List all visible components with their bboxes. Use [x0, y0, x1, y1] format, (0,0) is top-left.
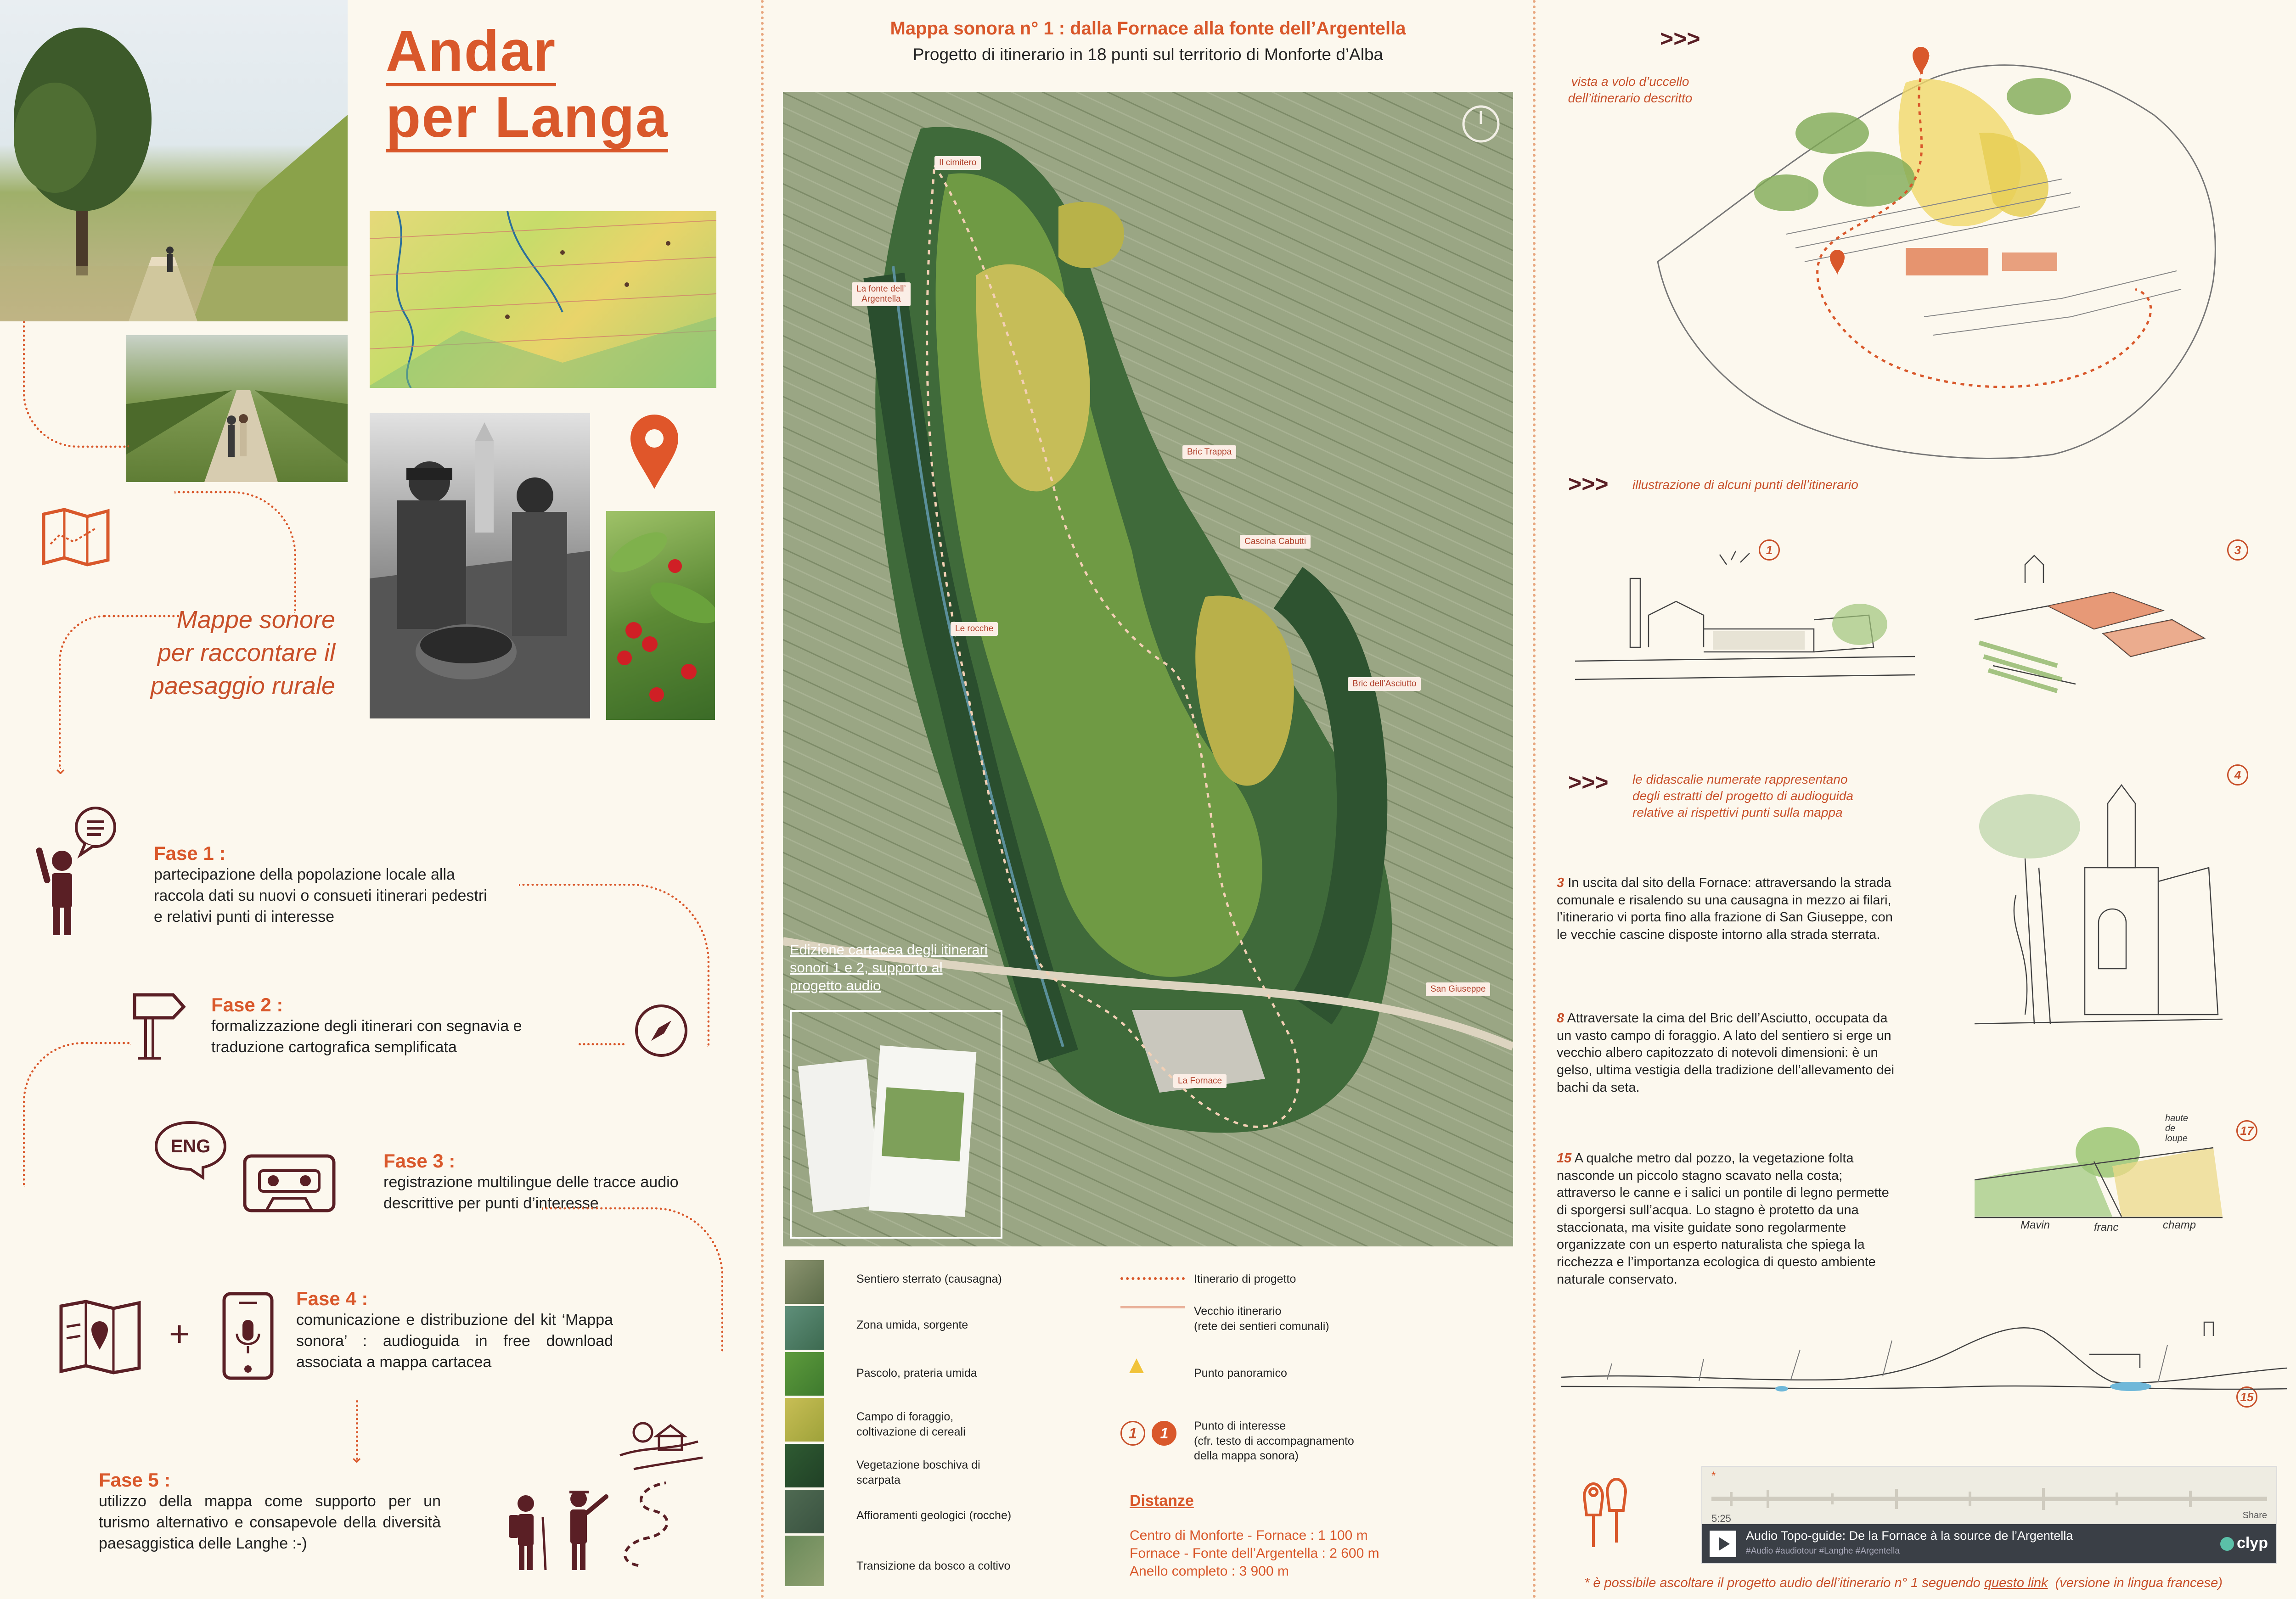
paragraph-number: 3 [1557, 875, 1564, 890]
sketch-number-15: 15 [2236, 1386, 2257, 1408]
legend-swatch-transizione [785, 1536, 824, 1586]
phase-2-title: Fase 2 : [211, 994, 283, 1016]
audio-link[interactable]: questo link [1984, 1576, 2048, 1590]
phase-4 [296, 1288, 613, 1373]
map-label-le-rocche[interactable]: Le rocche [951, 622, 998, 636]
phase-5-text: utilizzo della mappa come supporto per un turismo alternativo e consapevole della diversità paesaggistica delle Langhe :-) [99, 1492, 441, 1552]
booklet-page [798, 1059, 882, 1212]
phase-2-text: formalizzazione degli itinerari con segnavia e traduzione cartografica semplificata [211, 1017, 522, 1056]
plus-sign: + [169, 1313, 190, 1354]
topographic-map [370, 211, 716, 388]
sketch-number-4: 4 [2227, 764, 2248, 785]
legend-swatch-pascolo [785, 1352, 824, 1396]
phase-3 [383, 1150, 691, 1214]
speaking-person-icon [34, 803, 117, 937]
legend-line-old [1120, 1306, 1185, 1308]
clyp-logo: clyp [2220, 1534, 2268, 1552]
folded-map-icon [41, 507, 110, 567]
audio-phone-icon [220, 1290, 276, 1382]
eng-label: ENG [170, 1136, 211, 1156]
paragraph-number: 15 [1557, 1151, 1572, 1166]
legend-line-project [1120, 1277, 1185, 1280]
photo-cherries [606, 511, 715, 720]
player-time: 5:25 [1711, 1513, 1731, 1524]
phase-4-title: Fase 4 : [296, 1288, 368, 1309]
dotted-connector [23, 321, 129, 448]
photo-vineyard-walk [126, 335, 348, 482]
dotted-connector [23, 1042, 131, 1187]
dotted-connector [174, 491, 296, 613]
poi-icons [1120, 1421, 1176, 1446]
map-label-cimitero[interactable]: Il cimitero [934, 156, 981, 170]
legend-swatch-boschiva [785, 1444, 824, 1487]
map-label-cascina-cabutti[interactable]: Cascina Cabutti [1240, 535, 1311, 549]
sketch-number-1: 1 [1759, 539, 1780, 561]
paragraph-number: 8 [1557, 1011, 1564, 1026]
paragraph-text: A qualche metro dal pozzo, la vegetazione folta nasconde un piccolo stagno scavato nella costa; attraverso le canne e i salici un pontile di legno permette di sporgersi sull’acqua. Lo stagno è protetto da una staccionata, ma visite guidate sono regolarmente organizzate con un esperto naturalista che spiega la ricchezza e l’importanza ecologica di questo ambiente naturale conservato. [1557, 1151, 1889, 1287]
phase-1 [154, 842, 496, 928]
phase-1-text: partecipazione della popolazione locale alla raccola dati su nuovi o consueti itinerari pedestri e relativi punti di interesse [154, 866, 487, 926]
map-label-san-giuseppe[interactable]: San Giuseppe [1426, 982, 1490, 996]
legend-text: Vecchio itinerario (rete dei sentieri comunali) [1194, 1305, 1329, 1333]
legend-swatch-rocche [785, 1490, 824, 1533]
legend-swatch-foraggio [785, 1398, 824, 1442]
caption-paragraph-15 [1557, 1150, 1896, 1289]
caption-paragraph-3 [1557, 875, 1896, 944]
phase-3-title: Fase 3 : [383, 1150, 456, 1172]
map-subtitle: Progetto di itinerario in 18 punti sul territorio di Monforte d’Alba [912, 45, 1384, 64]
phase-5 [99, 1469, 441, 1554]
panorama-point-icon [1127, 1357, 1146, 1375]
birds-eye-sketch [1649, 41, 2232, 461]
audio-player[interactable] [1701, 1466, 2277, 1564]
map-label-argentella[interactable]: La fonte dell’ Argentella [852, 282, 911, 306]
clyp-logo-icon [2220, 1537, 2234, 1551]
distances-title: Distanze [1130, 1492, 1194, 1509]
sketch-word: haute de loupe [2165, 1113, 2189, 1144]
waveform[interactable] [1711, 1485, 2267, 1513]
dotted-connector [579, 1043, 625, 1045]
player-star: * [1711, 1470, 1716, 1482]
location-pin-icon [627, 413, 682, 491]
sketch-san-giuseppe-chapel [1970, 776, 2227, 1033]
sketch-pond-section [1561, 1295, 2287, 1442]
edition-photo-frame [790, 1010, 1002, 1239]
paragraph-text: In uscita dal sito della Fornace: attraversando la strada comunale e risalendo su una causagna in mezzo ai filari, l’itinerario vi porta fino alla frazione di San Giuseppe, con le vecchie cascine disposte intorno alla strada sterrata. [1557, 875, 1893, 943]
legend-text: Campo di foraggio, coltivazione di cereali [856, 1410, 966, 1438]
legend-text: Transizione da bosco a coltivo [856, 1560, 1011, 1572]
player-bar [1702, 1524, 2276, 1563]
phase-5-title: Fase 5 : [99, 1469, 171, 1491]
track-title[interactable]: Audio Topo-guide: De la Fornace à la source de l’Argentella [1746, 1529, 2073, 1543]
legend-text: Pascolo, prateria umida [856, 1367, 977, 1380]
phase-2 [211, 994, 579, 1058]
distance-item: Anello completo : 3 900 m [1130, 1564, 1289, 1579]
phase-4-text: comunicazione e distribuzione del kit ‘Mappa sonora’ : audioguida in free download associata a mappa cartacea [296, 1311, 613, 1371]
tagline: Mappe sonore per raccontare il paesaggio rurale [150, 606, 335, 700]
footnote: * è possibile ascoltare il progetto audio dell’itinerario n° 1 seguendo questo link (versione in lingua francese) [1584, 1576, 2223, 1590]
legend-text: Punto panoramico [1194, 1367, 1287, 1380]
play-button[interactable] [1710, 1531, 1736, 1557]
map-label-bric-asciutto[interactable]: Bric dell’Asciutto [1348, 677, 1421, 691]
share-button[interactable]: Share [2242, 1510, 2267, 1520]
aerial-map[interactable] [783, 92, 1513, 1246]
captions-note: le didascalie numerate rappresentano degli estratti del progetto di audioguida relative ai rispettivi punti sulla mappa [1632, 772, 1854, 819]
dotted-connector [59, 615, 180, 769]
phase-3-text: registrazione multilingue delle tracce audio descrittive per punti d’interesse [383, 1173, 679, 1212]
map-label-bric-trappa[interactable]: Bric Trappa [1182, 445, 1236, 459]
distance-item: Fornace - Fonte dell’Argentella : 2 600 m [1130, 1546, 1379, 1561]
distance-item: Centro di Monforte - Fornace : 1 100 m [1130, 1528, 1368, 1543]
earphones-icon [1575, 1464, 1635, 1556]
legend-text: Sentiero sterrato (causagna) [856, 1273, 1002, 1285]
legend-swatch-zona-umida [785, 1306, 824, 1350]
photo-country-path [0, 0, 348, 321]
title-line2: per Langa [386, 85, 668, 152]
column-divider-left [761, 0, 764, 1599]
illustrations-caption: illustrazione di alcuni punti dell’itinerario [1632, 477, 1858, 492]
sketch-fornace [1575, 546, 1915, 689]
legend-text: Vegetazione boschiva di scarpata [856, 1459, 980, 1487]
caption-paragraph-8 [1557, 1010, 1896, 1096]
phase-1-title: Fase 1 : [154, 842, 226, 864]
sketch-cascine [1965, 546, 2223, 698]
arrows-marker: >>> [1568, 769, 1609, 795]
paragraph-text: Attraversate la cima del Bric dell’Asciutto, occupata da un vasto campo di foraggio. A lato del sentiero si erge un vecchio albero capitozzato di notevoli dimensioni: è un gelso, ultima vestigia della tradizione dell’allevamento dei bachi da seta. [1557, 1011, 1895, 1095]
sketch-number-3: 3 [2227, 539, 2248, 561]
aerial-caption: vista a volo d’uccello dell’itinerario descritto [1568, 74, 1693, 106]
distances-list [1130, 1526, 1379, 1580]
title-line1: Andar [386, 19, 556, 86]
edition-caption: Edizione cartacea degli itinerari sonori 1 e 2, supporto al progetto audio [790, 942, 988, 993]
photo-historic-harvest [370, 413, 590, 718]
legend-text: Itinerario di progetto [1194, 1273, 1296, 1285]
legend-swatch-sentiero [785, 1260, 824, 1304]
page-title [386, 18, 668, 151]
legend-text: Zona umida, sorgente [856, 1318, 968, 1331]
compass-icon [634, 1003, 689, 1058]
legend-text: Punto di interesse (cfr. testo di accompagnamento della mappa sonora) [1194, 1419, 1354, 1462]
map-label-fornace[interactable]: La Fornace [1173, 1074, 1227, 1088]
sketch-number-17: 17 [2236, 1120, 2257, 1141]
sketch-word: Mavin [2020, 1219, 2050, 1231]
legend-text: Affioramenti geologici (rocche) [856, 1509, 1012, 1522]
column-divider-right [1533, 0, 1536, 1599]
hikers-icon [501, 1419, 707, 1575]
cassette-icon [241, 1152, 338, 1214]
arrow-down-icon: ⌄ [349, 1447, 365, 1467]
track-tags: #Audio #audiotour #Langhe #Argentella [1746, 1546, 1900, 1556]
poi-filled-icon: 1 [1152, 1421, 1176, 1446]
sketch-word: champ [2163, 1219, 2196, 1231]
map-pin-booklet-icon [57, 1299, 142, 1375]
signpost-icon [131, 989, 186, 1060]
sketch-word: franc [2094, 1221, 2119, 1234]
booklet-page [869, 1045, 977, 1217]
arrow-down-icon: ⌄ [53, 758, 68, 778]
poi-outline-icon: 1 [1120, 1421, 1145, 1446]
arrows-marker: >>> [1660, 26, 1700, 51]
map-title: Mappa sonora n° 1 : dalla Fornace alla fonte dell’Argentella [890, 18, 1406, 39]
arrows-marker: >>> [1568, 471, 1609, 497]
